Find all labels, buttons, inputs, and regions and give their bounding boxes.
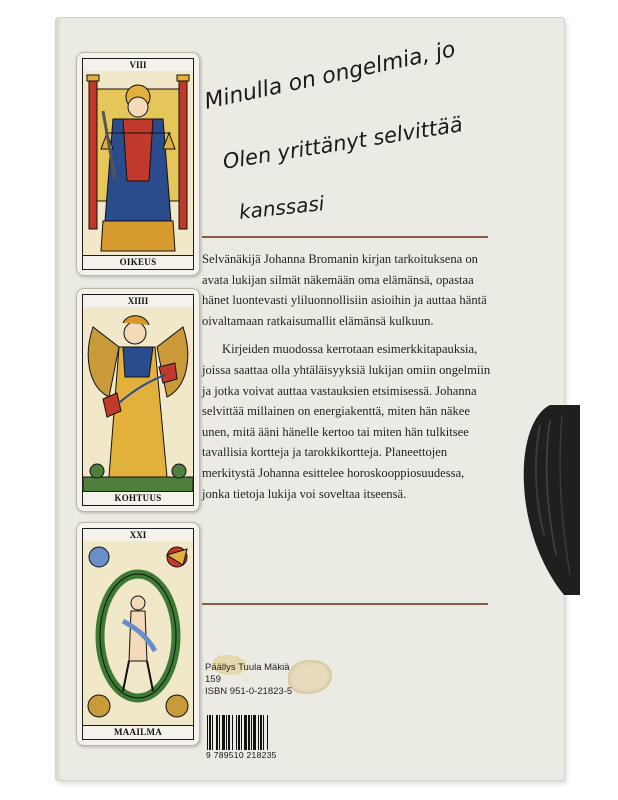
barcode-bar: [212, 715, 213, 751]
barcode-bar: [209, 715, 211, 751]
barcode-bar: [241, 715, 242, 751]
barcode-bar: [251, 715, 252, 751]
product-code: 159: [205, 674, 221, 685]
colophon: [205, 662, 292, 698]
blurb-paragraph-1: Selvänäkijä Johanna Bromanin kirjan tarkoituksena on avata lukijan silmät näkemään oma elämänsä, opastaa hänet luontevasti yliluonnollisiin asioihin ja auttaa häntä oivaltamaan ratkaisumallit elämänsä kulkuun.: [202, 252, 487, 328]
card-numeral: XXI: [83, 529, 193, 542]
blurb: [202, 249, 492, 504]
barcode-bar: [219, 715, 220, 751]
blurb-paragraph-2: Kirjeiden muodossa kerrotaan esimerkkitapauksia, joissa saattaa olla yhtäläisyyksiä lukijan omiin ongelmiin ja jotka voivat auttaa vastauksien etsimisessä. Johanna selvittää millainen on energiakenttä, miten hän näkee unen, mitä ääni hänelle kertoo tai miten hän tulkitsee tavallisia kortteja ja tarokkikortteja. Planeettojen merkitystä Johanna esittelee horoskooppiosuudessa, jonka tietoja lukija voi soveltaa itseensä.: [202, 342, 491, 501]
justice-figure-icon: [83, 71, 193, 256]
bottom-divider: [202, 603, 488, 605]
world-figure-icon: [83, 541, 193, 726]
tarot-card-temperance: [76, 288, 200, 512]
handwriting-line-1: Minulla on ongelmia, jo: [202, 37, 458, 115]
barcode-bar: [228, 715, 230, 751]
barcode-bar: [260, 715, 262, 751]
barcode-digits: 9 789510 218235: [206, 750, 277, 760]
barcode-bar: [216, 715, 218, 751]
barcode-bar: [267, 715, 268, 751]
tarot-card-justice: [76, 52, 200, 276]
cover-credit: Päällys Tuula Mäkiä: [205, 662, 290, 673]
card-numeral: XIIII: [83, 295, 193, 308]
barcode-bar: [253, 715, 256, 751]
card-name: KOHTUUS: [83, 491, 193, 505]
card-numeral: VIII: [83, 59, 193, 72]
barcode-bar: [248, 715, 250, 751]
barcode-bar: [232, 715, 233, 751]
barcode-bar: [236, 715, 237, 751]
handwriting-line-3: kanssasi: [237, 191, 326, 224]
isbn-text: ISBN 951-0-21823-5: [205, 686, 293, 697]
barcode-bar: [207, 715, 208, 751]
handwriting-line-2: Olen yrittänyt selvittää: [221, 112, 465, 174]
book-spine-edge: [56, 18, 62, 780]
card-name: OIKEUS: [83, 255, 193, 269]
barcode-bar: [222, 715, 225, 751]
temperance-figure-icon: [83, 307, 193, 492]
barcode-bar: [238, 715, 240, 751]
handwritten-note: [202, 37, 505, 240]
tarot-card-world: [76, 522, 200, 746]
barcode-bar: [258, 715, 259, 751]
barcode-bar: [263, 715, 264, 751]
card-name: MAAILMA: [83, 725, 193, 739]
crow-illustration: [520, 405, 580, 595]
barcode-bar: [244, 715, 247, 751]
barcode-bar: [226, 715, 227, 751]
top-divider: [202, 236, 488, 238]
